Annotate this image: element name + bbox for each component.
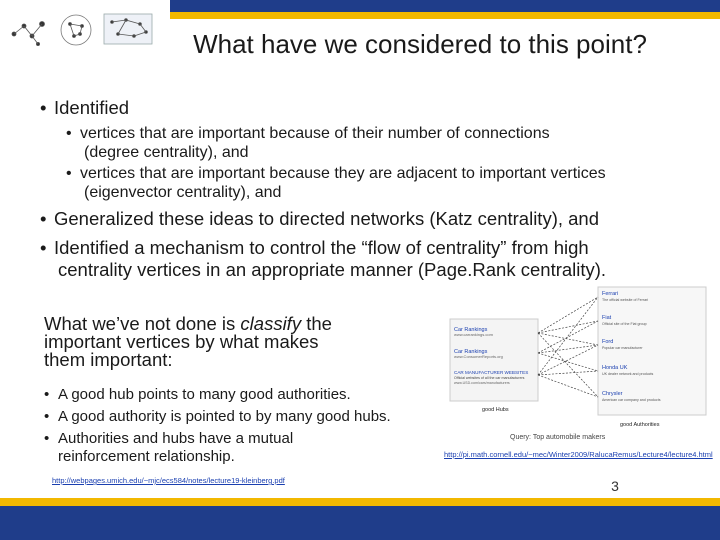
bullet-identified-text: Identified bbox=[54, 97, 130, 118]
svg-text:www.USD.com/cars/manufacturers: www.USD.com/cars/manufacturers bbox=[454, 381, 510, 385]
hub-authority-list bbox=[44, 386, 444, 466]
svg-text:Official websites of all the c: Official websites of all the car manufacturers bbox=[454, 376, 525, 380]
bottom-bar-gold bbox=[0, 498, 720, 506]
svg-text:Official site of the Fiat grou: Official site of the Fiat group bbox=[602, 322, 647, 326]
kleinberg-notes-link[interactable]: http://webpages.umich.edu/~mjc/ecs584/notes/lecture19-kleinberg.pdf bbox=[52, 476, 285, 485]
authority-item-2: Fiat bbox=[602, 315, 612, 321]
list-item-continuation: reinforcement relationship. bbox=[58, 448, 235, 465]
svg-text:Popular car manufacturer: Popular car manufacturer bbox=[602, 346, 643, 350]
hub-item-3: CAR MANUFACTURER WEBSITES bbox=[454, 370, 529, 375]
svg-text:The official website of Ferrar: The official website of Ferrari bbox=[602, 298, 649, 302]
list-item-text: A good hub points to many good authorities. bbox=[58, 386, 351, 403]
authority-item-3: Ford bbox=[602, 339, 614, 345]
sub-bullet-eigenvector: • vertices that are important because they are adjacent to important vertices bbox=[66, 165, 606, 182]
list-item: • A good authority is pointed to by many good hubs. bbox=[44, 408, 391, 425]
authority-item-1: Ferrari bbox=[602, 291, 619, 297]
list-item: • Authorities and hubs have a mutual bbox=[44, 430, 294, 447]
sub-bullet-eigenvector-line2: (eigenvector centrality), and bbox=[84, 184, 282, 201]
cornell-lecture-link[interactable]: http://pi.math.cornell.edu/~mec/Winter2009/RalucaRemus/Lecture4/lecture4.html bbox=[444, 450, 713, 459]
sub-bullet-degree-line2: (degree centrality), and bbox=[84, 144, 249, 161]
sub-bullet-eigenvector-line1: vertices that are important because they are adjacent to important vertices bbox=[80, 165, 606, 182]
top-bar-blue bbox=[170, 0, 720, 12]
query-caption: Query: Top automobile makers bbox=[510, 434, 606, 441]
slide-title: What have we considered to this point? bbox=[193, 29, 647, 59]
classify-paragraph bbox=[44, 315, 424, 369]
list-item-text: Authorities and hubs have a mutual bbox=[58, 430, 294, 447]
sub-bullet-degree: • vertices that are important because of their number of connections bbox=[66, 125, 550, 142]
sub-bullet-degree-line1: vertices that are important because of their number of connections bbox=[80, 125, 550, 142]
classify-line1-pre: What we’ve not done is bbox=[44, 313, 241, 334]
bullet-identified: • Identified bbox=[40, 97, 130, 118]
bullet-mechanism-line1: Identified a mechanism to control the “flow of centrality” from high bbox=[54, 237, 589, 258]
classify-line3: them important: bbox=[44, 349, 173, 370]
hubs-label: good Hubs bbox=[482, 407, 509, 413]
classify-emphasis: classify bbox=[240, 313, 302, 334]
authority-item-4: Honda UK bbox=[602, 365, 628, 371]
bullet-mechanism-line2: centrality vertices in an appropriate manner (Page.Rank centrality). bbox=[58, 259, 607, 280]
top-bar-gold bbox=[170, 12, 720, 19]
page-number: 3 bbox=[611, 478, 619, 494]
authorities-label: good Authorities bbox=[620, 422, 660, 428]
list-item-text: A good authority is pointed to by many good hubs. bbox=[58, 408, 391, 425]
hub-item-2: Car Rankings bbox=[454, 349, 488, 355]
svg-text:www.carrankings.com: www.carrankings.com bbox=[454, 332, 493, 337]
hub-item-1: Car Rankings bbox=[454, 327, 488, 333]
bullet-generalized: • Generalized these ideas to directed networks (Katz centrality), and bbox=[40, 208, 600, 229]
bottom-bar-blue bbox=[0, 506, 720, 540]
svg-text:www.ConsumerReports.org: www.ConsumerReports.org bbox=[454, 354, 503, 359]
list-item: • A good hub points to many good authorities. bbox=[44, 386, 351, 403]
svg-text:American car company and produ: American car company and products bbox=[602, 398, 661, 402]
classify-line2: important vertices by what makes bbox=[44, 331, 319, 352]
hubs-authorities-diagram bbox=[442, 283, 710, 433]
bullet-generalized-text: Generalized these ideas to directed networks (Katz centrality), and bbox=[54, 208, 600, 229]
svg-text:UK dealer network and products: UK dealer network and products bbox=[602, 372, 654, 376]
authority-item-5: Chrysler bbox=[602, 391, 623, 397]
bullet-mechanism: • Identified a mechanism to control the “flow of centrality” from high bbox=[40, 237, 589, 258]
classify-line1-post: the bbox=[301, 313, 332, 334]
